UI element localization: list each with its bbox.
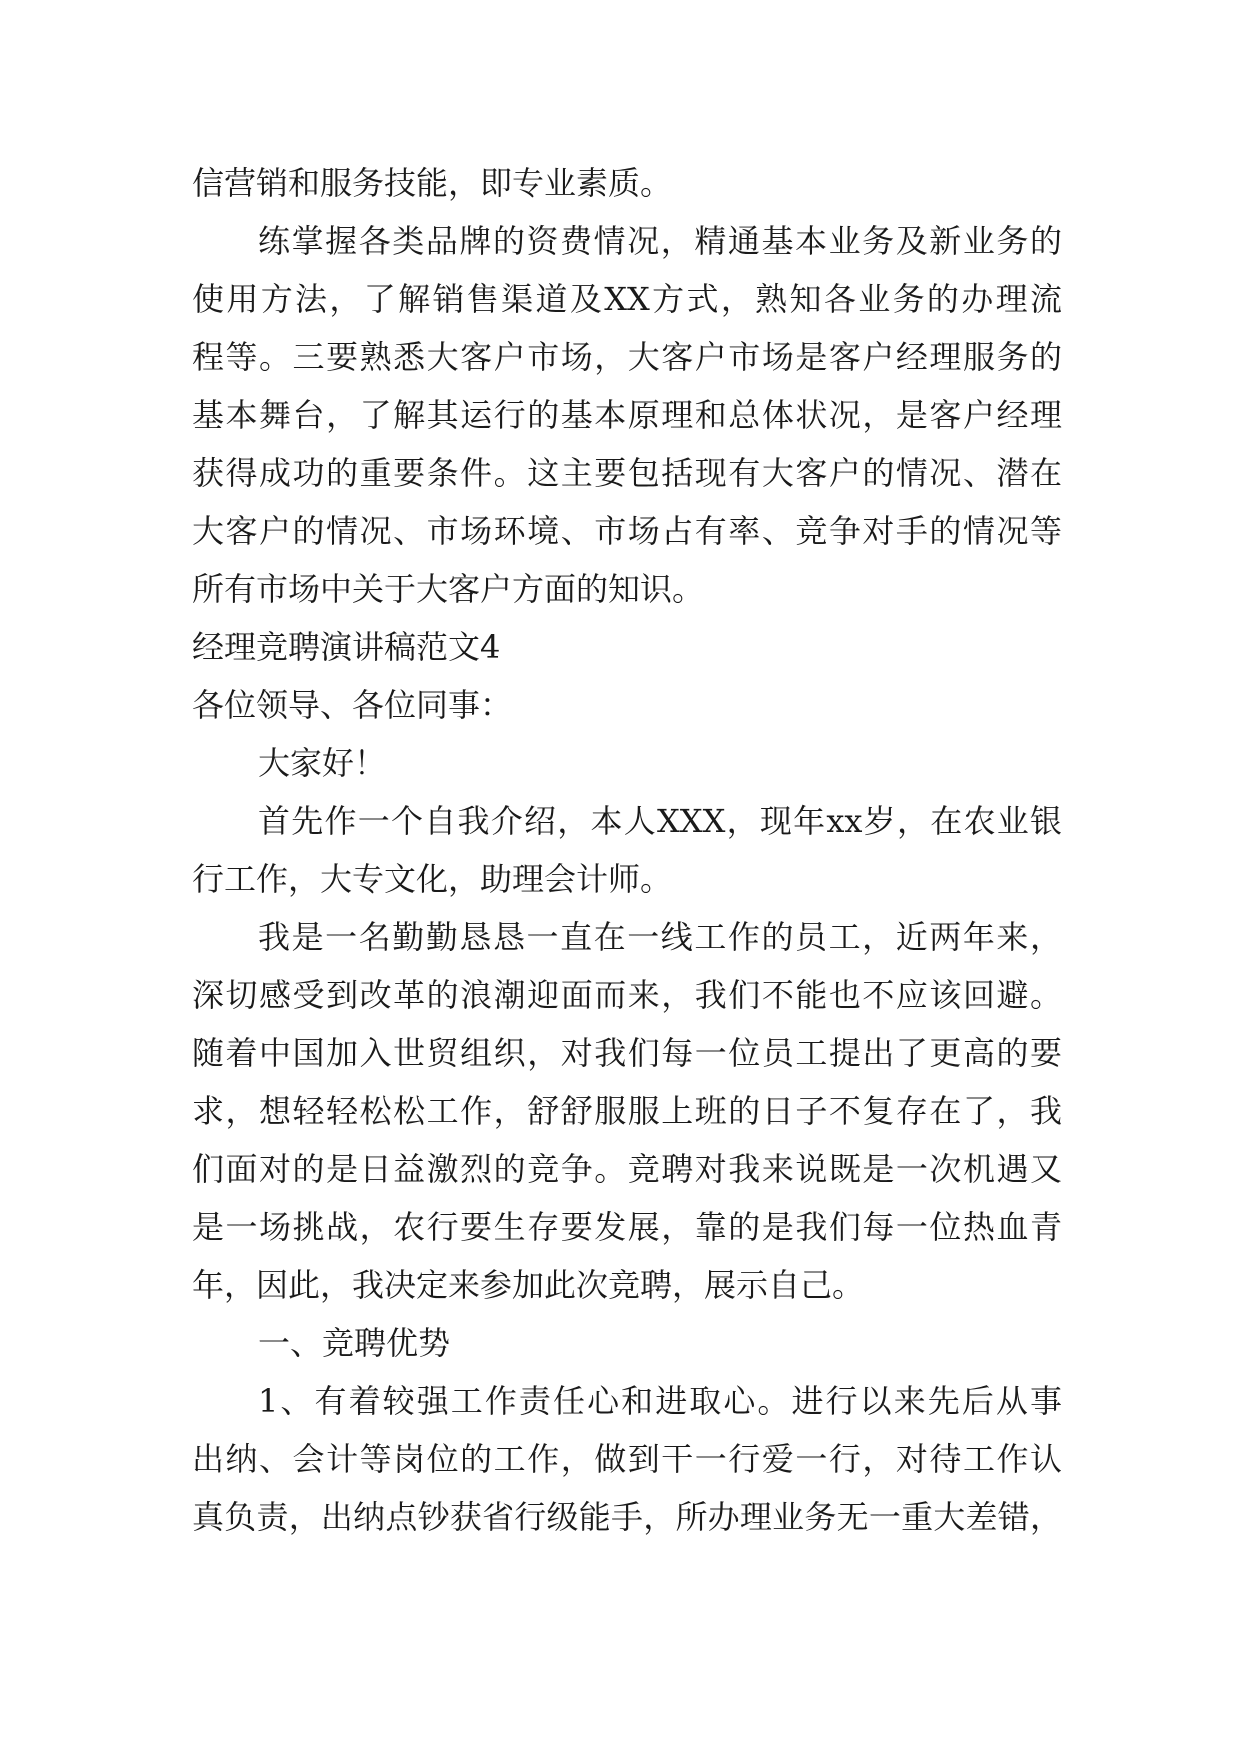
text-line: 程等。三要熟悉大客户市场，大客户市场是客户经理服务的 [192,338,1062,376]
text-line: 首先作一个自我介绍，本人XXX，现年xx岁，在农业银 [258,802,1062,840]
text-line: 所有市场中关于大客户方面的知识。 [192,570,705,608]
text-line: 深切感受到改革的浪潮迎面而来，我们不能也不应该回避。 [192,976,1062,1014]
text-line: 随着中国加入世贸组织，对我们每一位员工提出了更高的要 [192,1034,1062,1072]
text-line: 使用方法，了解销售渠道及XX方式，熟知各业务的办理流 [192,280,1062,318]
text-line: 练掌握各类品牌的资费情况，精通基本业务及新业务的 [258,222,1062,260]
text-line: 一、竞聘优势 [258,1324,451,1362]
text-line: 我是一名勤勤恳恳一直在一线工作的员工，近两年来， [258,918,1062,956]
text-line: 各位领导、各位同事： [192,686,513,724]
text-line: 1、有着较强工作责任心和进取心。进行以来先后从事 [258,1382,1062,1420]
text-line: 大家好！ [258,744,387,782]
text-line: 信营销和服务技能，即专业素质。 [192,164,673,202]
text-line: 获得成功的重要条件。这主要包括现有大客户的情况、潜在 [192,454,1062,492]
text-line: 行工作，大专文化，助理会计师。 [192,860,673,898]
text-line: 们面对的是日益激烈的竞争。竞聘对我来说既是一次机遇又 [192,1150,1062,1188]
text-line: 大客户的情况、市场环境、市场占有率、竞争对手的情况等 [192,512,1062,550]
text-line: 出纳、会计等岗位的工作，做到干一行爱一行，对待工作认 [192,1440,1062,1478]
body-text [192,154,1062,1546]
text-line: 年，因此，我决定来参加此次竞聘，展示自己。 [192,1266,865,1304]
text-line: 求，想轻轻松松工作，舒舒服服上班的日子不复存在了，我 [192,1092,1062,1130]
text-line: 基本舞台，了解其运行的基本原理和总体状况，是客户经理 [192,396,1062,434]
text-line: 是一场挑战，农行要生存要发展，靠的是我们每一位热血青 [192,1208,1062,1246]
text-line: 真负责，出纳点钞获省行级能手，所办理业务无一重大差错， [192,1498,1062,1536]
text-line: 经理竞聘演讲稿范文4 [192,628,501,666]
